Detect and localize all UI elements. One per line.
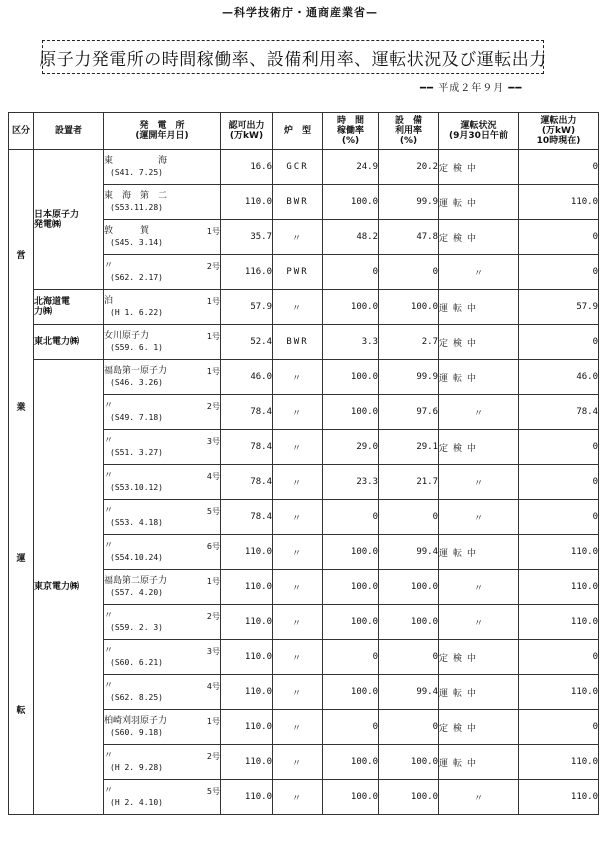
time-rate-cell: 100.0 xyxy=(323,395,379,430)
plant-start-date: (S45. 3.14) xyxy=(110,238,163,247)
table-row xyxy=(9,290,599,325)
date-text: 平成２年９月 xyxy=(438,83,505,94)
plant-cell xyxy=(104,220,221,255)
reactor-type-cell: 〃 xyxy=(273,360,323,395)
time-rate-cell: 48.2 xyxy=(323,220,379,255)
plant-name: 〃 xyxy=(104,401,114,411)
plant-start-date: (S54.10.24) xyxy=(110,553,163,562)
status-cell: 定検中 xyxy=(439,710,519,745)
plant-unit: 4号 xyxy=(206,682,220,691)
plant-start-date: (H 2. 9.28) xyxy=(110,763,163,772)
plant-unit: 3号 xyxy=(206,437,220,446)
plant-start-date: (S53.10.12) xyxy=(110,483,163,492)
plant-name: 〃 xyxy=(104,646,114,656)
status-cell: 運転中 xyxy=(439,535,519,570)
plant-name-line xyxy=(104,331,220,342)
output-cell: 0 xyxy=(519,150,599,185)
capacity-cell: 78.4 xyxy=(221,465,273,500)
plant-name-line xyxy=(104,646,220,657)
plant-cell xyxy=(104,570,221,605)
time-rate-cell: 100.0 xyxy=(323,570,379,605)
plant-unit: 4号 xyxy=(206,472,220,481)
plant-start-date: (S41. 7.25) xyxy=(110,168,163,177)
plant-unit: 1号 xyxy=(206,577,220,586)
plant-name-line xyxy=(104,436,220,447)
operator-cell: 北海道電 力㈱ xyxy=(34,290,104,325)
agency-header: —科学技術庁・通商産業省— xyxy=(222,6,378,19)
plant-status-table xyxy=(8,112,599,815)
output-cell: 110.0 xyxy=(519,535,599,570)
reactor-type-cell: BWR xyxy=(273,185,323,220)
status-cell: 〃 xyxy=(439,570,519,605)
document-date: ━━ 平成２年９月 ━━ xyxy=(420,83,523,94)
plant-name-line xyxy=(104,751,220,762)
plant-unit: 1号 xyxy=(206,297,220,306)
title-box xyxy=(39,40,547,74)
time-rate-cell: 100.0 xyxy=(323,535,379,570)
category-char: 運 xyxy=(16,554,26,565)
category-char: 業 xyxy=(16,402,26,413)
plant-cell xyxy=(104,745,221,780)
table-body xyxy=(9,150,599,815)
output-cell: 57.9 xyxy=(519,290,599,325)
reactor-type-cell: 〃 xyxy=(273,220,323,255)
plant-cell xyxy=(104,675,221,710)
plant-start-date: (H 2. 4.10) xyxy=(110,798,163,807)
plant-name-line xyxy=(104,296,220,307)
utilization-cell: 2.7 xyxy=(379,325,439,360)
table-row xyxy=(9,325,599,360)
plant-unit: 2号 xyxy=(206,612,220,621)
time-rate-cell: 23.3 xyxy=(323,465,379,500)
header-category: 区分 xyxy=(9,113,34,150)
output-cell: 110.0 xyxy=(519,605,599,640)
plant-start-date: (S53.11.28) xyxy=(110,203,163,212)
capacity-cell: 78.4 xyxy=(221,430,273,465)
plant-name-line xyxy=(104,156,220,167)
plant-name: 〃 xyxy=(104,541,114,551)
reactor-type-cell: 〃 xyxy=(273,710,323,745)
plant-name-line xyxy=(104,541,220,552)
reactor-type-cell: 〃 xyxy=(273,780,323,815)
output-cell: 110.0 xyxy=(519,675,599,710)
reactor-type-cell: PWR xyxy=(273,255,323,290)
utilization-cell: 100.0 xyxy=(379,290,439,325)
plant-start-date: (S59. 2. 3) xyxy=(110,623,163,632)
plant-name-line xyxy=(104,506,220,517)
output-cell: 110.0 xyxy=(519,185,599,220)
utilization-cell: 100.0 xyxy=(379,780,439,815)
plant-start-date: (S46. 3.26) xyxy=(110,378,163,387)
plant-cell xyxy=(104,605,221,640)
output-cell: 0 xyxy=(519,500,599,535)
utilization-cell: 47.8 xyxy=(379,220,439,255)
utilization-cell: 0 xyxy=(379,255,439,290)
status-cell: 定検中 xyxy=(439,640,519,675)
plant-cell xyxy=(104,290,221,325)
output-cell: 0 xyxy=(519,220,599,255)
plant-name: 柏崎刈羽原子力 xyxy=(104,716,168,726)
status-cell: 運転中 xyxy=(439,185,519,220)
plant-unit: 1号 xyxy=(206,717,220,726)
plant-name: 〃 xyxy=(104,786,114,796)
plant-cell xyxy=(104,325,221,360)
status-cell: 定検中 xyxy=(439,220,519,255)
utilization-cell: 99.4 xyxy=(379,535,439,570)
utilization-cell: 0 xyxy=(379,710,439,745)
plant-start-date: (S59. 6. 1) xyxy=(110,343,163,352)
header-plant: 発 電 所 (運開年月日) xyxy=(104,113,221,150)
plant-name-line xyxy=(104,366,220,377)
status-cell: 〃 xyxy=(439,255,519,290)
status-cell: 〃 xyxy=(439,780,519,815)
time-rate-cell: 100.0 xyxy=(323,185,379,220)
plant-start-date: (S62. 2.17) xyxy=(110,273,163,282)
plant-unit: 2号 xyxy=(206,402,220,411)
plant-start-date: (S60. 9.18) xyxy=(110,728,163,737)
header-reactor: 炉 型 xyxy=(273,113,323,150)
plant-name: 東 海 第 二 xyxy=(104,191,168,201)
table-row xyxy=(9,150,599,185)
plant-name: 泊 xyxy=(104,296,114,306)
output-cell: 110.0 xyxy=(519,780,599,815)
plant-cell xyxy=(104,430,221,465)
category-cell xyxy=(9,150,34,815)
plant-start-date: (S57. 4.20) xyxy=(110,588,163,597)
reactor-type-cell: 〃 xyxy=(273,395,323,430)
plant-unit: 1号 xyxy=(206,227,220,236)
time-rate-cell: 0 xyxy=(323,500,379,535)
utilization-cell: 21.7 xyxy=(379,465,439,500)
plant-name-line xyxy=(104,576,220,587)
utilization-cell: 99.4 xyxy=(379,675,439,710)
plant-cell xyxy=(104,465,221,500)
output-cell: 78.4 xyxy=(519,395,599,430)
utilization-cell: 100.0 xyxy=(379,745,439,780)
time-rate-cell: 100.0 xyxy=(323,675,379,710)
plant-cell xyxy=(104,150,221,185)
plant-name-line xyxy=(104,611,220,622)
plant-name: 〃 xyxy=(104,751,114,761)
plant-name: 福島第一原子力 xyxy=(104,366,168,376)
reactor-type-cell: 〃 xyxy=(273,500,323,535)
header-output: 運転出力 (万kW) 10時現在) xyxy=(519,113,599,150)
time-rate-cell: 100.0 xyxy=(323,745,379,780)
plant-name: 〃 xyxy=(104,506,114,516)
plant-unit: 6号 xyxy=(206,542,220,551)
plant-unit: 2号 xyxy=(206,262,220,271)
reactor-type-cell: 〃 xyxy=(273,430,323,465)
plant-name: 福島第二原子力 xyxy=(104,576,168,586)
output-cell: 0 xyxy=(519,710,599,745)
plant-name: 敦 賀 xyxy=(104,226,150,236)
status-cell: 運転中 xyxy=(439,675,519,710)
status-cell: 定検中 xyxy=(439,150,519,185)
capacity-cell: 110.0 xyxy=(221,780,273,815)
plant-start-date: (S51. 3.27) xyxy=(110,448,163,457)
capacity-cell: 110.0 xyxy=(221,710,273,745)
utilization-cell: 99.9 xyxy=(379,185,439,220)
plant-name-line xyxy=(104,786,220,797)
plant-cell xyxy=(104,535,221,570)
plant-cell xyxy=(104,780,221,815)
document-title: 原子力発電所の時間稼働率、設備利用率、運転状況及び運転出力 xyxy=(39,49,547,70)
plant-cell xyxy=(104,710,221,745)
capacity-cell: 16.6 xyxy=(221,150,273,185)
time-rate-cell: 24.9 xyxy=(323,150,379,185)
time-rate-cell: 100.0 xyxy=(323,780,379,815)
plant-name-line xyxy=(104,191,220,202)
plant-name-line xyxy=(104,681,220,692)
utilization-cell: 0 xyxy=(379,500,439,535)
plant-name-line xyxy=(104,226,220,237)
category-char: 営 xyxy=(16,251,26,262)
table-row xyxy=(9,360,599,395)
capacity-cell: 110.0 xyxy=(221,535,273,570)
plant-name-line xyxy=(104,261,220,272)
status-cell: 〃 xyxy=(439,605,519,640)
output-cell: 0 xyxy=(519,325,599,360)
reactor-type-cell: 〃 xyxy=(273,745,323,780)
plant-start-date: (S49. 7.18) xyxy=(110,413,163,422)
output-cell: 0 xyxy=(519,430,599,465)
status-cell: 〃 xyxy=(439,395,519,430)
time-rate-cell: 100.0 xyxy=(323,290,379,325)
operator-cell: 東京電力㈱ xyxy=(34,360,104,815)
reactor-type-cell: GCR xyxy=(273,150,323,185)
capacity-cell: 116.0 xyxy=(221,255,273,290)
utilization-cell: 0 xyxy=(379,640,439,675)
capacity-cell: 52.4 xyxy=(221,325,273,360)
header-operator: 設置者 xyxy=(34,113,104,150)
plant-unit: 3号 xyxy=(206,647,220,656)
capacity-cell: 110.0 xyxy=(221,640,273,675)
capacity-cell: 110.0 xyxy=(221,570,273,605)
capacity-cell: 78.4 xyxy=(221,395,273,430)
plant-cell xyxy=(104,185,221,220)
capacity-cell: 35.7 xyxy=(221,220,273,255)
plant-name: 女川原子力 xyxy=(104,331,150,341)
plant-unit: 2号 xyxy=(206,752,220,761)
plant-start-date: (S53. 4.18) xyxy=(110,518,163,527)
output-cell: 0 xyxy=(519,640,599,675)
plant-start-date: (S62. 8.25) xyxy=(110,693,163,702)
plant-start-date: (H 1. 6.22) xyxy=(110,308,163,317)
output-cell: 110.0 xyxy=(519,745,599,780)
time-rate-cell: 3.3 xyxy=(323,325,379,360)
plant-name: 〃 xyxy=(104,611,114,621)
plant-name-line xyxy=(104,716,220,727)
header-time-rate: 時 間 稼働率 (%) xyxy=(323,113,379,150)
reactor-type-cell: 〃 xyxy=(273,640,323,675)
category-char: 転 xyxy=(16,705,26,716)
status-cell: 定検中 xyxy=(439,430,519,465)
output-cell: 110.0 xyxy=(519,570,599,605)
status-cell: 運転中 xyxy=(439,745,519,780)
utilization-cell: 29.1 xyxy=(379,430,439,465)
status-cell: 〃 xyxy=(439,465,519,500)
plant-unit: 1号 xyxy=(206,332,220,341)
plant-cell xyxy=(104,395,221,430)
status-cell: 運転中 xyxy=(439,290,519,325)
status-cell: 運転中 xyxy=(439,360,519,395)
status-cell: 〃 xyxy=(439,500,519,535)
capacity-cell: 110.0 xyxy=(221,675,273,710)
capacity-cell: 110.0 xyxy=(221,745,273,780)
time-rate-cell: 0 xyxy=(323,710,379,745)
reactor-type-cell: 〃 xyxy=(273,465,323,500)
reactor-type-cell: 〃 xyxy=(273,290,323,325)
capacity-cell: 110.0 xyxy=(221,185,273,220)
utilization-cell: 97.6 xyxy=(379,395,439,430)
plant-cell xyxy=(104,500,221,535)
plant-name: 東 海 xyxy=(104,156,168,166)
capacity-cell: 78.4 xyxy=(221,500,273,535)
utilization-cell: 100.0 xyxy=(379,570,439,605)
time-rate-cell: 0 xyxy=(323,640,379,675)
operator-cell: 東北電力㈱ xyxy=(34,325,104,360)
time-rate-cell: 100.0 xyxy=(323,360,379,395)
plant-unit: 5号 xyxy=(206,787,220,796)
utilization-cell: 99.9 xyxy=(379,360,439,395)
reactor-type-cell: 〃 xyxy=(273,605,323,640)
reactor-type-cell: BWR xyxy=(273,325,323,360)
header-utilization: 設 備 利用率 (%) xyxy=(379,113,439,150)
plant-cell xyxy=(104,255,221,290)
plant-cell xyxy=(104,640,221,675)
time-rate-cell: 100.0 xyxy=(323,605,379,640)
output-cell: 0 xyxy=(519,465,599,500)
time-rate-cell: 29.0 xyxy=(323,430,379,465)
plant-name: 〃 xyxy=(104,436,114,446)
reactor-type-cell: 〃 xyxy=(273,570,323,605)
capacity-cell: 57.9 xyxy=(221,290,273,325)
plant-unit: 5号 xyxy=(206,507,220,516)
plant-name: 〃 xyxy=(104,471,114,481)
plant-cell xyxy=(104,360,221,395)
header-capacity: 認可出力 (万kW) xyxy=(221,113,273,150)
plant-unit: 1号 xyxy=(206,367,220,376)
capacity-cell: 46.0 xyxy=(221,360,273,395)
operator-cell: 日本原子力 発電㈱ xyxy=(34,150,104,290)
plant-name-line xyxy=(104,401,220,412)
status-cell: 定検中 xyxy=(439,325,519,360)
output-cell: 46.0 xyxy=(519,360,599,395)
plant-name: 〃 xyxy=(104,261,114,271)
output-cell: 0 xyxy=(519,255,599,290)
table-header-row xyxy=(9,113,599,150)
plant-name: 〃 xyxy=(104,681,114,691)
category-label xyxy=(9,179,33,785)
reactor-type-cell: 〃 xyxy=(273,675,323,710)
utilization-cell: 20.2 xyxy=(379,150,439,185)
header-status: 運転状況 (9月30日午前 xyxy=(439,113,519,150)
capacity-cell: 110.0 xyxy=(221,605,273,640)
time-rate-cell: 0 xyxy=(323,255,379,290)
reactor-type-cell: 〃 xyxy=(273,535,323,570)
utilization-cell: 100.0 xyxy=(379,605,439,640)
plant-start-date: (S60. 6.21) xyxy=(110,658,163,667)
plant-name-line xyxy=(104,471,220,482)
